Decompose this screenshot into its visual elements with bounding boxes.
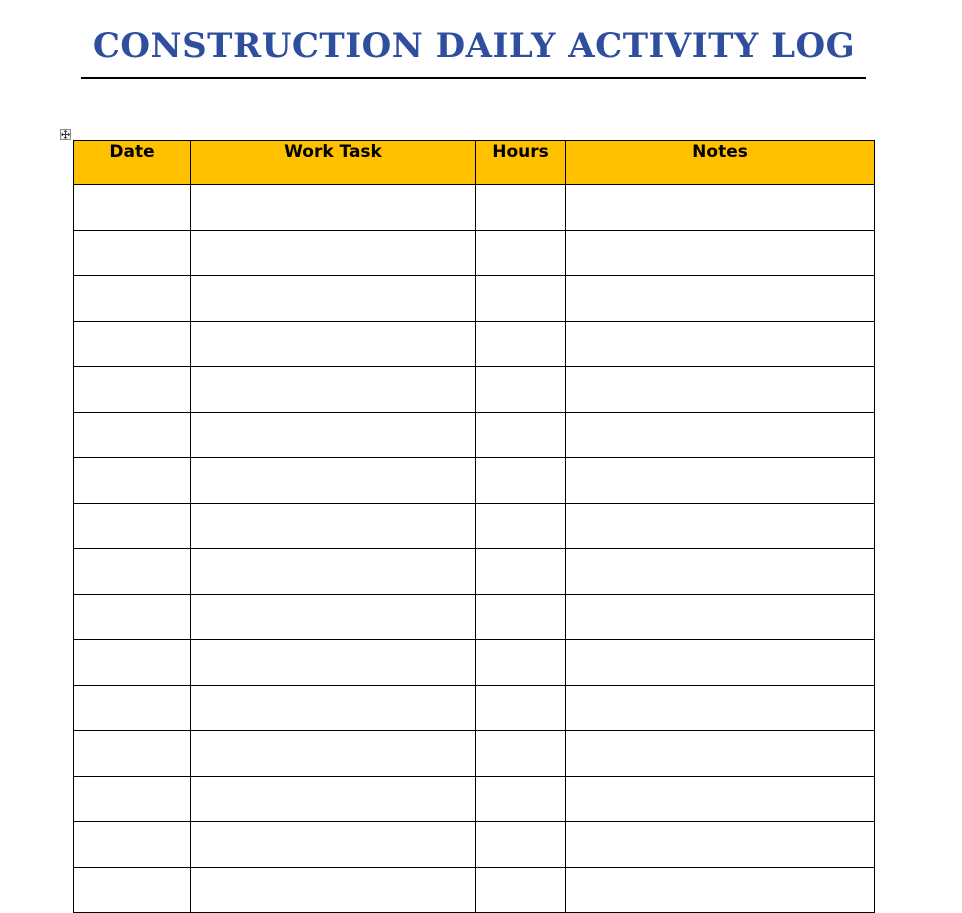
date-cell[interactable]: [74, 867, 191, 913]
hours-cell[interactable]: [476, 776, 566, 822]
notes-cell[interactable]: [566, 685, 875, 731]
table-row: [74, 185, 875, 231]
notes-cell[interactable]: [566, 731, 875, 777]
notes-cell[interactable]: [566, 276, 875, 322]
table-row: [74, 731, 875, 777]
hours-cell[interactable]: [476, 458, 566, 504]
work-task-cell[interactable]: [191, 776, 476, 822]
header-date: Date: [74, 141, 191, 185]
date-cell[interactable]: [74, 185, 191, 231]
date-cell[interactable]: [74, 549, 191, 595]
date-cell[interactable]: [74, 367, 191, 413]
work-task-cell[interactable]: [191, 276, 476, 322]
hours-cell[interactable]: [476, 321, 566, 367]
hours-cell[interactable]: [476, 685, 566, 731]
title-underline: [81, 77, 866, 79]
work-task-cell[interactable]: [191, 185, 476, 231]
hours-cell[interactable]: [476, 230, 566, 276]
table-row: [74, 640, 875, 686]
table-row: [74, 867, 875, 913]
table-row: [74, 458, 875, 504]
notes-cell[interactable]: [566, 321, 875, 367]
notes-cell[interactable]: [566, 367, 875, 413]
hours-cell[interactable]: [476, 185, 566, 231]
date-cell[interactable]: [74, 822, 191, 868]
work-task-cell[interactable]: [191, 685, 476, 731]
table-row: [74, 412, 875, 458]
page-title: CONSTRUCTION DAILY ACTIVITY LOG: [92, 26, 856, 66]
work-task-cell[interactable]: [191, 594, 476, 640]
work-task-cell[interactable]: [191, 230, 476, 276]
date-cell[interactable]: [74, 230, 191, 276]
hours-cell[interactable]: [476, 731, 566, 777]
hours-cell[interactable]: [476, 549, 566, 595]
table-body: [74, 185, 875, 913]
date-cell[interactable]: [74, 685, 191, 731]
date-cell[interactable]: [74, 731, 191, 777]
work-task-cell[interactable]: [191, 822, 476, 868]
table-row: [74, 367, 875, 413]
work-task-cell[interactable]: [191, 412, 476, 458]
work-task-cell[interactable]: [191, 367, 476, 413]
table-row: [74, 549, 875, 595]
notes-cell[interactable]: [566, 594, 875, 640]
work-task-cell[interactable]: [191, 549, 476, 595]
date-cell[interactable]: [74, 640, 191, 686]
date-cell[interactable]: [74, 412, 191, 458]
table-row: [74, 594, 875, 640]
notes-cell[interactable]: [566, 458, 875, 504]
table-row: [74, 822, 875, 868]
hours-cell[interactable]: [476, 276, 566, 322]
date-cell[interactable]: [74, 776, 191, 822]
table-header-row: [74, 141, 875, 185]
work-task-cell[interactable]: [191, 731, 476, 777]
hours-cell[interactable]: [476, 594, 566, 640]
header-work-task: Work Task: [191, 141, 476, 185]
notes-cell[interactable]: [566, 549, 875, 595]
work-task-cell[interactable]: [191, 458, 476, 504]
work-task-cell[interactable]: [191, 640, 476, 686]
table-row: [74, 503, 875, 549]
table-row: [74, 685, 875, 731]
hours-cell[interactable]: [476, 367, 566, 413]
work-task-cell[interactable]: [191, 503, 476, 549]
table-row: [74, 230, 875, 276]
date-cell[interactable]: [74, 321, 191, 367]
hours-cell[interactable]: [476, 867, 566, 913]
work-task-cell[interactable]: [191, 867, 476, 913]
hours-cell[interactable]: [476, 640, 566, 686]
date-cell[interactable]: [74, 276, 191, 322]
date-cell[interactable]: [74, 503, 191, 549]
hours-cell[interactable]: [476, 412, 566, 458]
notes-cell[interactable]: [566, 230, 875, 276]
hours-cell[interactable]: [476, 503, 566, 549]
table-row: [74, 276, 875, 322]
date-cell[interactable]: [74, 458, 191, 504]
notes-cell[interactable]: [566, 822, 875, 868]
header-hours: Hours: [476, 141, 566, 185]
activity-log-table: [73, 140, 875, 913]
notes-cell[interactable]: [566, 640, 875, 686]
notes-cell[interactable]: [566, 867, 875, 913]
table-row: [74, 776, 875, 822]
hours-cell[interactable]: [476, 822, 566, 868]
table-row: [74, 321, 875, 367]
work-task-cell[interactable]: [191, 321, 476, 367]
notes-cell[interactable]: [566, 503, 875, 549]
table-move-handle-icon[interactable]: [60, 129, 71, 140]
notes-cell[interactable]: [566, 412, 875, 458]
date-cell[interactable]: [74, 594, 191, 640]
header-notes: Notes: [566, 141, 875, 185]
notes-cell[interactable]: [566, 185, 875, 231]
notes-cell[interactable]: [566, 776, 875, 822]
